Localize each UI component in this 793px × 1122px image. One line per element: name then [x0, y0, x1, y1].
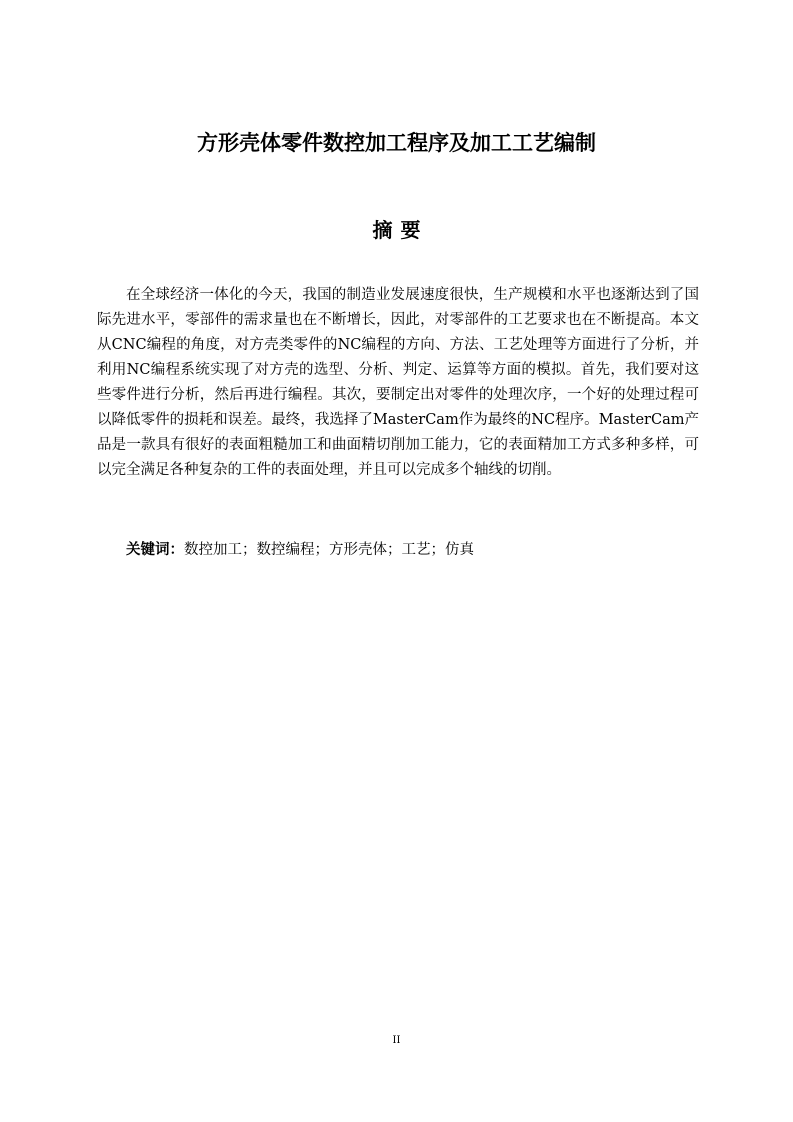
- abstract-heading: 摘要: [372, 218, 429, 242]
- keywords-line: [126, 538, 699, 563]
- keywords-label: 关键词：: [126, 542, 184, 558]
- page-number: II: [392, 1035, 401, 1046]
- document-title: 方形壳体零件数控加工程序及加工工艺编制: [197, 131, 596, 155]
- keywords-text: 数控加工；数控编程；方形壳体；工艺；仿真: [184, 542, 474, 558]
- abstract-paragraph: 在全球经济一体化的今天，我国的制造业发展速度很快，生产规模和水平也逐渐达到了国际先进水平，零部件的需求量也在不断增长，因此，对零部件的工艺要求也在不断提高。本文从CNC编程的角度，对方壳类零件的NC编程的方向、方法、工艺处理等方面进行了分析，并利用NC编程系统实现了对方壳的选型、分析、判定、运算等方面的模拟。首先，我们要对这些零件进行分析，然后再进行编程。其次，要制定出对零件的处理次序，一个好的处理过程可以降低零件的损耗和误差。最终，我选择了MasterCam作为最终的NC程序。MasterCam产品是一款具有很好的表面粗糙加工和曲面精切削加工能力，它的表面精加工方式多种多样，可以完全满足各种复杂的工件的表面处理，并且可以完成多个轴线的切削。: [97, 287, 699, 478]
